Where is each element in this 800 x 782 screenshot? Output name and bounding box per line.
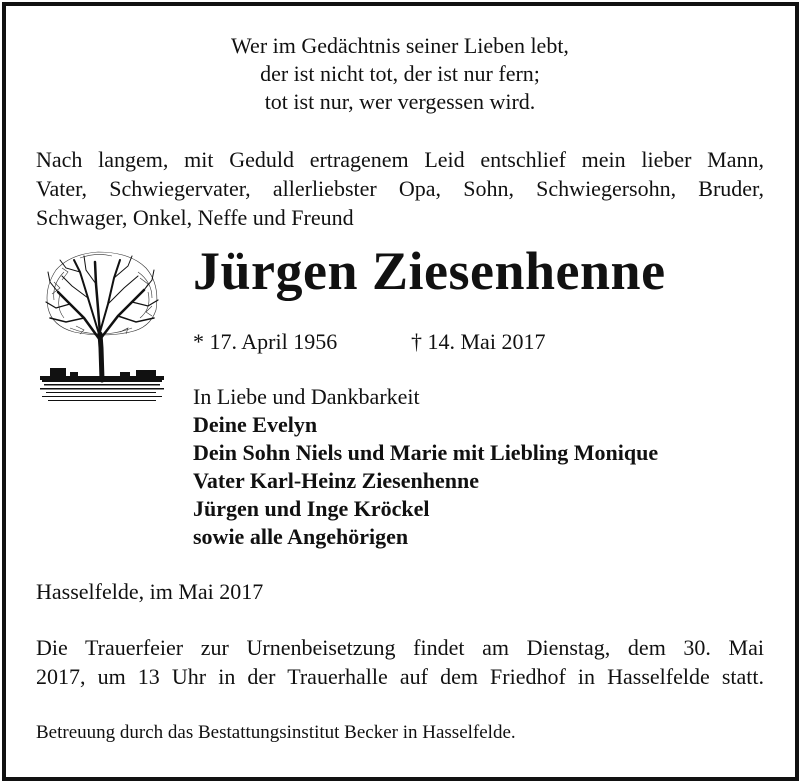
family-member: Vater Karl-Heinz Ziesenhenne (193, 468, 479, 493)
motto-line-1: Wer im Gedächtnis seiner Lieben lebt, (231, 33, 569, 58)
funeral-line-1: Die Trauerfeier zur Urnenbeisetzung findet am Dienstag, dem 30. Mai (36, 635, 764, 660)
family-member: Deine Evelyn (193, 412, 318, 437)
death-date: † 14. Mai 2017 (411, 329, 546, 354)
place-date: Hasselfelde, im Mai 2017 (36, 579, 264, 604)
footer-note: Betreuung durch das Bestattungsinstitut Becker in Hasselfelde. (36, 722, 516, 743)
announcement-line-2: Vater, Schwiegervater, allerliebster Opa, Sohn, Schwiegersohn, Bruder, (36, 176, 764, 201)
family-intro: In Liebe und Dankbarkeit (193, 384, 420, 409)
motto-line-3: tot ist nur, wer vergessen wird. (264, 89, 536, 114)
announcement-line-3: Schwager, Onkel, Neffe und Freund (36, 205, 354, 230)
motto-line-2: der ist nicht tot, der ist nur fern; (260, 61, 540, 86)
deceased-name: Jürgen Ziesenhenne (193, 241, 666, 301)
tree-icon (40, 248, 164, 410)
announcement-line-1: Nach langem, mit Geduld ertragenem Leid entschlief mein lieber Mann, (36, 147, 764, 172)
family-member: Jürgen und Inge Kröckel (193, 496, 430, 521)
funeral-line-2: 2017, um 13 Uhr in der Trauerhalle auf dem Friedhof in Hasselfelde statt. (36, 664, 764, 689)
family-member: sowie alle Angehörigen (193, 524, 409, 549)
family-member: Dein Sohn Niels und Marie mit Liebling Monique (193, 440, 659, 465)
birth-date: * 17. April 1956 (193, 329, 338, 354)
